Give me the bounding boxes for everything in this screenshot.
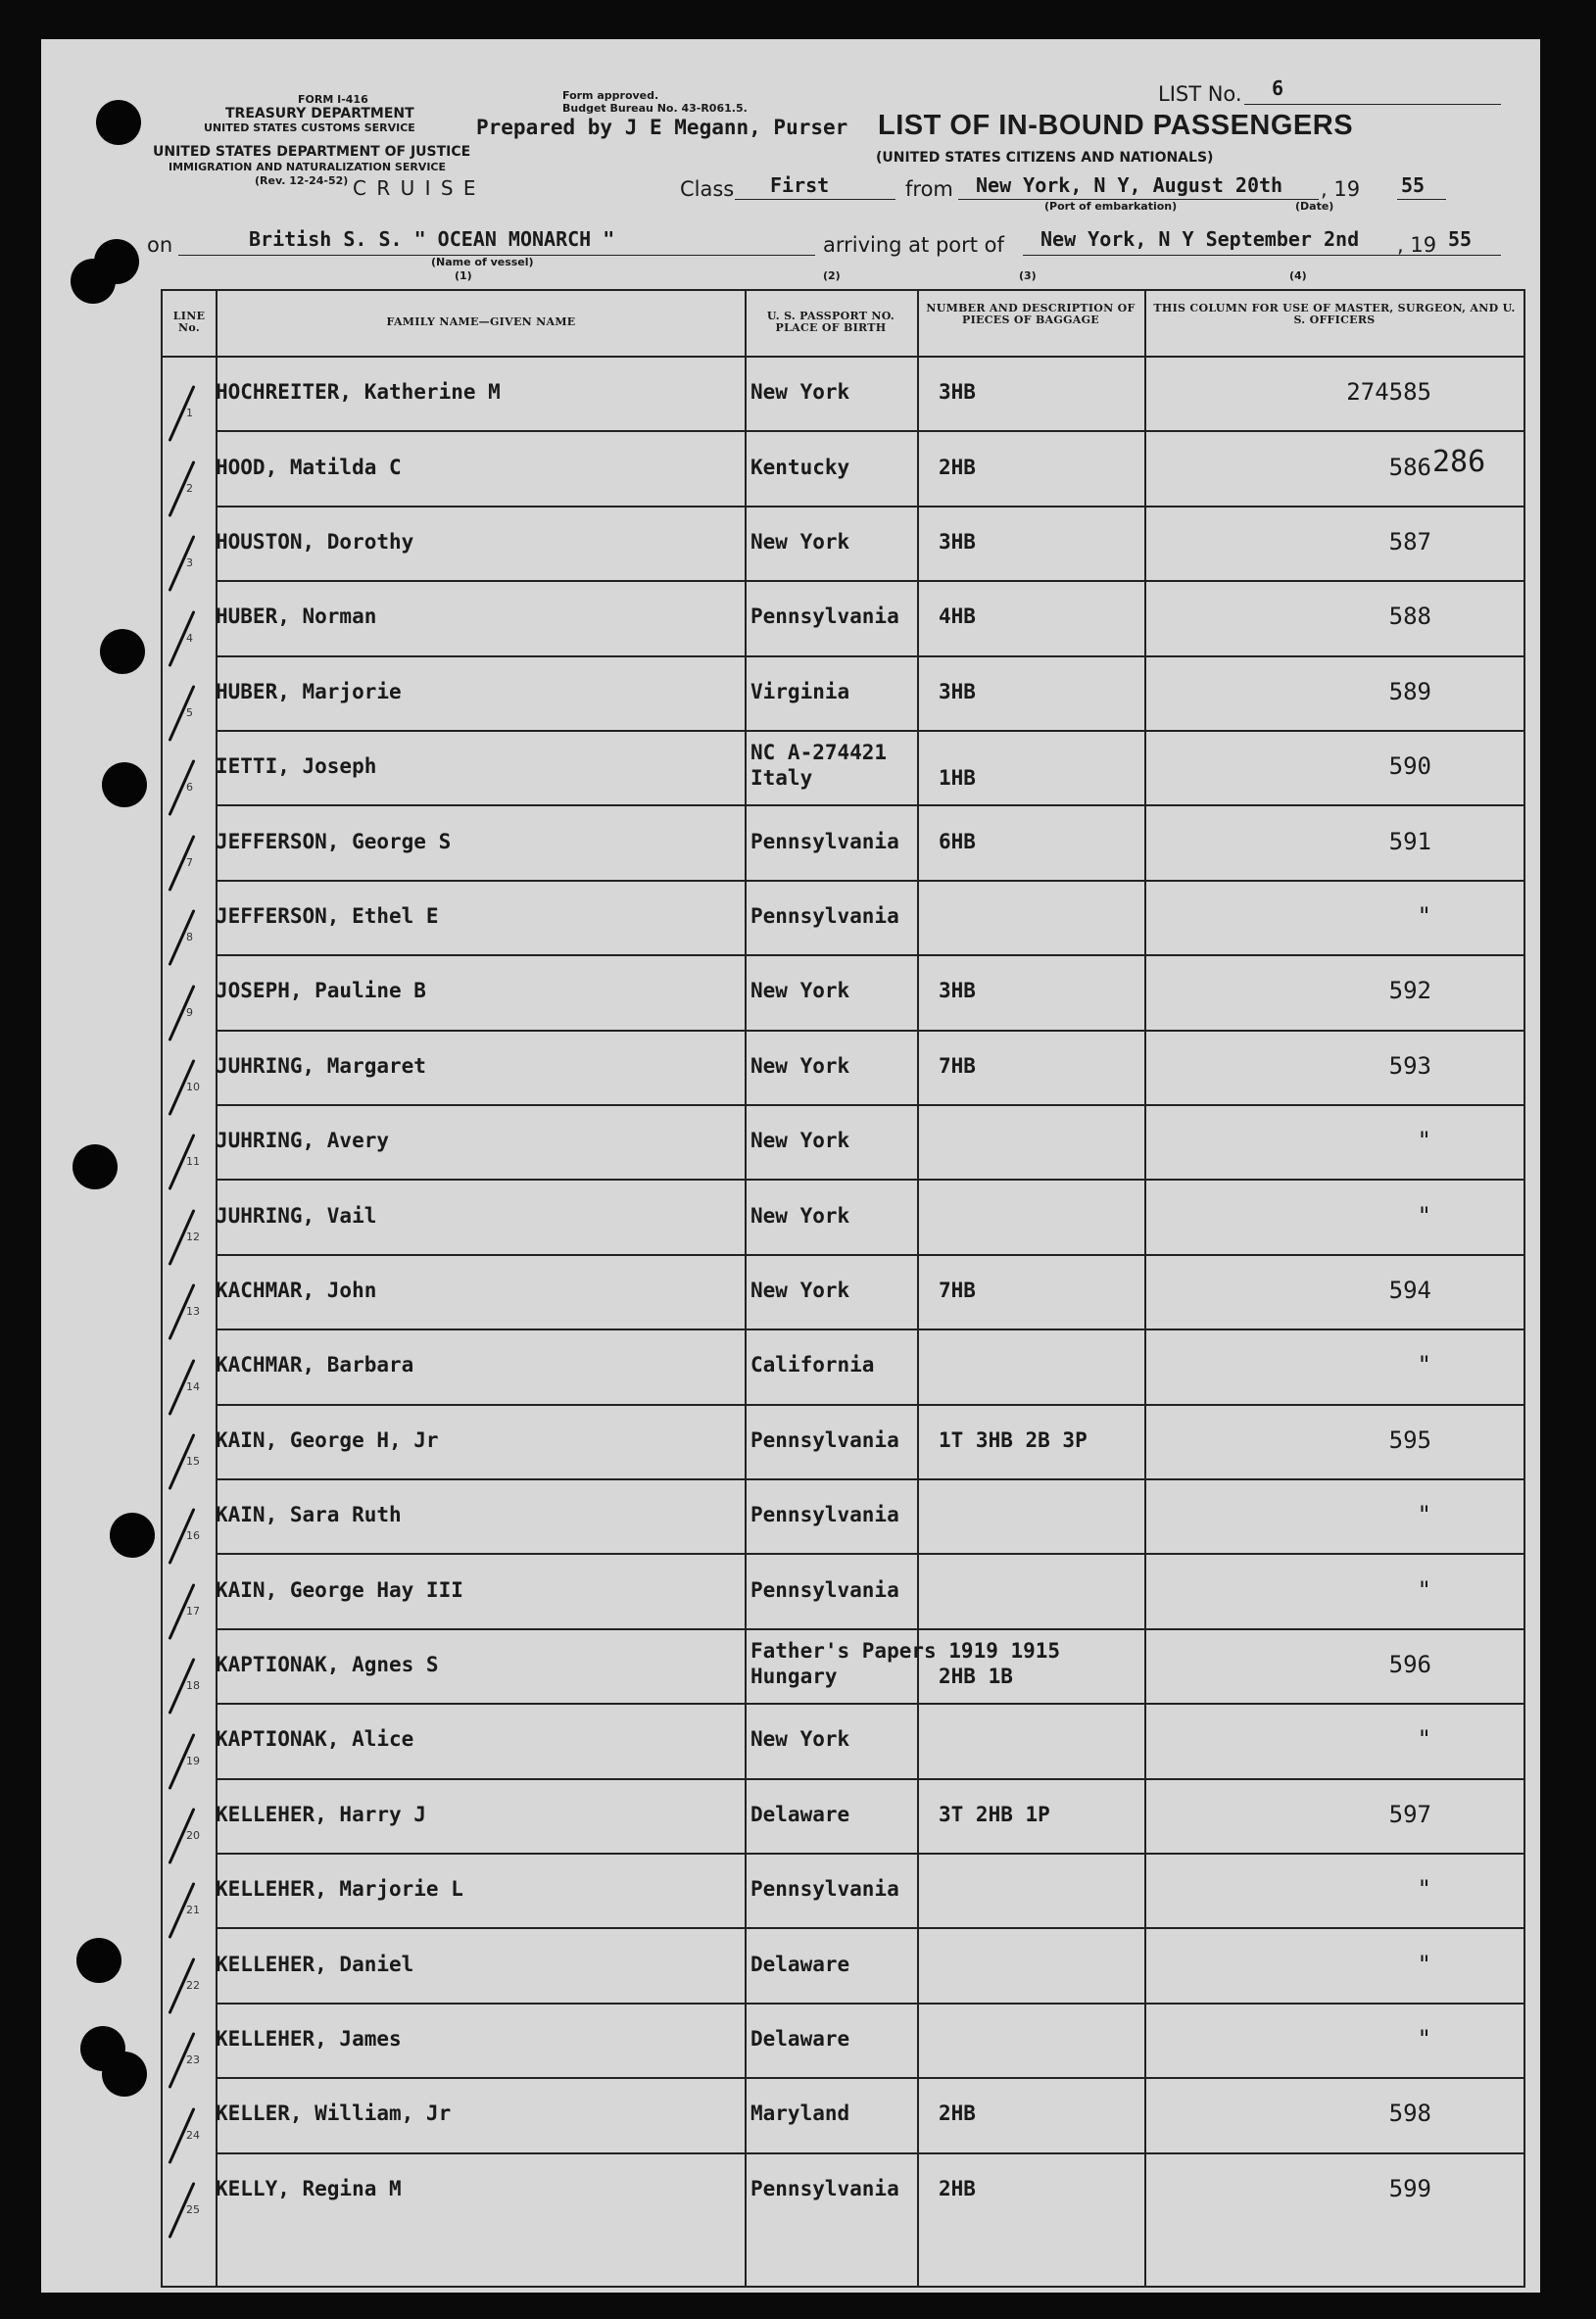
officer-code: 588 [1388, 603, 1431, 631]
table-row [163, 580, 1523, 654]
table-row [163, 2077, 1523, 2151]
table-row [163, 804, 1523, 879]
birthplace: Pennsylvania [750, 1877, 899, 1902]
customs-service: UNITED STATES CUSTOMS SERVICE [204, 121, 415, 134]
line-number: 23 [186, 2053, 200, 2067]
line-number: 5 [186, 705, 193, 719]
table-row [163, 1628, 1523, 1703]
punch-hole [102, 2052, 147, 2097]
birthplace: Pennsylvania [750, 2176, 899, 2200]
table-row [163, 1478, 1523, 1553]
birthplace: Pennsylvania [750, 1503, 899, 1527]
passenger-name: KAIN, George Hay III [216, 1577, 463, 1602]
line-number: 25 [186, 2202, 200, 2216]
officer-code: 595 [1388, 1425, 1431, 1454]
line-number: 11 [186, 1155, 200, 1169]
justice-department: UNITED STATES DEPARTMENT OF JUSTICE [153, 144, 471, 160]
col-header-officers: THIS COLUMN FOR USE OF MASTER, SURGEON, AND U. S. OFFICERS [1153, 302, 1516, 326]
passenger-name: JEFFERSON, Ethel E [216, 903, 439, 928]
birthplace: Pennsylvania [750, 1427, 899, 1452]
officer-code: 597 [1388, 1800, 1431, 1828]
passenger-name: KELLER, William, Jr [216, 2102, 452, 2126]
passenger-name: KELLEHER, Harry J [216, 1802, 426, 1826]
page-number: 286 [1432, 445, 1486, 479]
vessel-name: British S. S. " OCEAN MONARCH " [249, 227, 615, 251]
line-number: 17 [186, 1604, 200, 1618]
line-number: 22 [186, 1978, 200, 1992]
passenger-name: HUBER, Norman [216, 604, 377, 629]
officer-code: " [1417, 901, 1431, 930]
officer-code: " [1417, 1575, 1431, 1604]
line-number: 6 [186, 781, 193, 795]
line-number: 15 [186, 1454, 200, 1468]
passenger-name: KELLEHER, Marjorie L [216, 1877, 463, 1902]
punch-hole [73, 1144, 118, 1189]
passenger-name: KAIN, Sara Ruth [216, 1503, 402, 1527]
column-mark-2: (2) [823, 269, 841, 282]
baggage-count: 2HB [939, 455, 976, 479]
passenger-name: KELLY, Regina M [216, 2176, 402, 2200]
passenger-name: HOCHREITER, Katherine M [216, 380, 501, 405]
line-number: 14 [186, 1379, 200, 1393]
line-number: 8 [186, 931, 193, 944]
punch-hole [102, 762, 147, 807]
officer-code: 593 [1388, 1051, 1431, 1080]
table-row [163, 954, 1523, 1029]
column-mark-4: (4) [1289, 269, 1307, 282]
table-row [163, 880, 1523, 954]
baggage-count: 2HB 1B [939, 1664, 1013, 1688]
on-label: on [147, 233, 173, 257]
officer-code: " [1417, 1725, 1431, 1754]
table-row [163, 1404, 1523, 1478]
list-title: LIST OF IN-BOUND PASSENGERS [878, 110, 1354, 141]
line-number: 13 [186, 1305, 200, 1319]
vessel-label: (Name of vessel) [431, 256, 534, 268]
table-row [163, 1927, 1523, 2002]
punch-hole [110, 1513, 155, 1558]
officer-code: 591 [1388, 827, 1431, 855]
line-number: 1 [186, 407, 193, 420]
col-header-passport: U. S. PASSPORT NO. PLACE OF BIRTH [766, 310, 895, 334]
table-row [163, 1329, 1523, 1403]
arriving-year: 55 [1448, 227, 1473, 251]
passport-or-birthplace: NC A-274421 [750, 741, 888, 765]
line-number: 24 [186, 2128, 200, 2142]
officer-code: " [1417, 1875, 1431, 1904]
birthplace: Pennsylvania [750, 829, 899, 853]
passenger-name: IETTI, Joseph [216, 754, 377, 779]
birthplace: Pennsylvania [750, 604, 899, 629]
passenger-name: JOSEPH, Pauline B [216, 979, 426, 1003]
punch-hole [76, 1938, 121, 1983]
officer-code: 598 [1388, 2100, 1431, 2128]
baggage-count: 7HB [939, 1053, 976, 1078]
officer-code: 589 [1388, 677, 1431, 705]
from-year: 55 [1401, 173, 1426, 197]
table-row [163, 1778, 1523, 1853]
col-header-baggage: NUMBER AND DESCRIPTION OF PIECES OF BAGGAGE [926, 302, 1136, 326]
baggage-count: 3T 2HB 1P [939, 1802, 1050, 1826]
column-mark-3: (3) [1019, 269, 1037, 282]
passenger-name: KACHMAR, John [216, 1278, 377, 1302]
passenger-name: JUHRING, Avery [216, 1129, 390, 1153]
table-row [163, 1179, 1523, 1253]
arriving-label: arriving at port of [823, 233, 1004, 257]
passenger-name: KAPTIONAK, Agnes S [216, 1652, 439, 1676]
table-row [163, 1853, 1523, 1927]
line-number: 20 [186, 1828, 200, 1842]
birthplace: New York [750, 1727, 850, 1752]
class-label: Class [680, 177, 735, 201]
birthplace: New York [750, 380, 850, 405]
prepared-by: Prepared by J E Megann, Purser [476, 116, 848, 139]
form-approved: Form approved. [562, 89, 659, 102]
birthplace: Delaware [750, 2026, 850, 2051]
passenger-name: JUHRING, Vail [216, 1203, 377, 1228]
treasury-department: TREASURY DEPARTMENT [225, 106, 414, 121]
table-row [163, 655, 1523, 730]
baggage-count: 2HB [939, 2176, 976, 2200]
line-number: 16 [186, 1529, 200, 1543]
baggage-count: 1T 3HB 2B 3P [939, 1427, 1088, 1452]
passenger-name: KELLEHER, James [216, 2026, 402, 2051]
passenger-name: KAIN, George H, Jr [216, 1427, 439, 1452]
officer-code: 590 [1388, 752, 1431, 781]
cruise-label: C R U I S E [353, 176, 478, 200]
manifest-sheet [41, 39, 1540, 2293]
baggage-count: 7HB [939, 1278, 976, 1302]
immigration-service: IMMIGRATION AND NATURALIZATION SERVICE [169, 161, 447, 173]
form-revision: (Rev. 12-24-52) [255, 174, 349, 187]
port-embarkation-label: (Port of embarkation) [1044, 200, 1178, 213]
passenger-name: KACHMAR, Barbara [216, 1353, 414, 1377]
class-value: First [770, 173, 830, 197]
birthplace: California [750, 1353, 875, 1377]
officer-code: 599 [1388, 2174, 1431, 2202]
officer-code: 596 [1388, 1650, 1431, 1678]
baggage-count: 3HB [939, 529, 976, 554]
birthplace: New York [750, 1053, 850, 1078]
birthplace: Pennsylvania [750, 903, 899, 928]
table-row [163, 730, 1523, 804]
birthplace: New York [750, 1203, 850, 1228]
passenger-name: HUBER, Marjorie [216, 679, 402, 703]
table-row [163, 430, 1523, 505]
line-number: 12 [186, 1230, 200, 1243]
line-number: 18 [186, 1679, 200, 1693]
passenger-table [161, 289, 1525, 2288]
table-row [163, 1030, 1523, 1104]
officer-code: " [1417, 1127, 1431, 1155]
baggage-count: 6HB [939, 829, 976, 853]
birthplace: New York [750, 979, 850, 1003]
date-label: (Date) [1295, 200, 1334, 213]
list-number-value: 6 [1272, 76, 1284, 100]
birthplace: Maryland [750, 2102, 850, 2126]
table-row [163, 1703, 1523, 1777]
officer-code: 594 [1388, 1276, 1431, 1304]
line-number: 2 [186, 481, 193, 495]
table-row [163, 2003, 1523, 2077]
table-row [163, 2152, 1523, 2227]
line-number: 10 [186, 1080, 200, 1093]
punch-hole [96, 100, 141, 145]
birthplace: New York [750, 1278, 850, 1302]
birthplace: Hungary [750, 1664, 838, 1688]
passenger-name: KELLEHER, Daniel [216, 1952, 414, 1976]
birthplace: Italy [750, 766, 813, 791]
birthplace: Pennsylvania [750, 1577, 899, 1602]
column-mark-1: (1) [455, 269, 472, 282]
officer-code: " [1417, 1950, 1431, 1978]
list-subtitle: (UNITED STATES CITIZENS AND NATIONALS) [876, 150, 1214, 166]
arriving-year-prefix: , 19 [1397, 233, 1437, 257]
list-number-label: LIST No. [1158, 82, 1242, 106]
birthplace: Kentucky [750, 455, 850, 479]
baggage-count: 3HB [939, 979, 976, 1003]
passport-or-birthplace: Father's Papers 1919 1915 [750, 1638, 1061, 1663]
officer-code: " [1417, 2024, 1431, 2053]
baggage-count: 3HB [939, 679, 976, 703]
from-label: from [905, 177, 953, 201]
passenger-name: HOUSTON, Dorothy [216, 529, 414, 554]
table-row [163, 1553, 1523, 1627]
punch-hole [100, 629, 145, 674]
baggage-count: 1HB [939, 766, 976, 791]
line-number: 21 [186, 1904, 200, 1917]
officer-code: " [1417, 1501, 1431, 1529]
arrival-port-date: New York, N Y September 2nd [1040, 227, 1360, 251]
table-row [163, 356, 1523, 430]
line-number: 4 [186, 631, 193, 645]
passenger-name: JEFFERSON, George S [216, 829, 452, 853]
officer-code: " [1417, 1351, 1431, 1379]
table-row [163, 1104, 1523, 1179]
birthplace: Delaware [750, 1952, 850, 1976]
officer-code: " [1417, 1201, 1431, 1230]
officer-code: 592 [1388, 977, 1431, 1005]
passenger-name: JUHRING, Margaret [216, 1053, 426, 1078]
from-value: New York, N Y, August 20th [976, 173, 1283, 197]
col-header-name: FAMILY NAME—GIVEN NAME [386, 315, 576, 328]
birthplace: New York [750, 529, 850, 554]
birthplace: Delaware [750, 1802, 850, 1826]
table-row [163, 1254, 1523, 1329]
passenger-name: HOOD, Matilda C [216, 455, 402, 479]
passenger-name: KAPTIONAK, Alice [216, 1727, 414, 1752]
table-row [163, 506, 1523, 580]
baggage-count: 4HB [939, 604, 976, 629]
baggage-count: 3HB [939, 380, 976, 405]
officer-code: 586 [1388, 453, 1431, 481]
col-header-line-no: LINE No. [172, 310, 206, 334]
from-year-prefix: , 19 [1321, 177, 1361, 201]
birthplace: Virginia [750, 679, 850, 703]
line-number: 19 [186, 1754, 200, 1767]
line-number: 3 [186, 556, 193, 570]
line-number: 7 [186, 855, 193, 869]
officer-code: 587 [1388, 527, 1431, 556]
budget-bureau: Budget Bureau No. 43-R061.5. [562, 102, 748, 115]
punch-hole [71, 259, 116, 304]
form-number: FORM I-416 [298, 93, 368, 106]
line-number: 9 [186, 1005, 193, 1019]
officer-code: 274585 [1346, 378, 1431, 407]
birthplace: New York [750, 1129, 850, 1153]
baggage-count: 2HB [939, 2102, 976, 2126]
